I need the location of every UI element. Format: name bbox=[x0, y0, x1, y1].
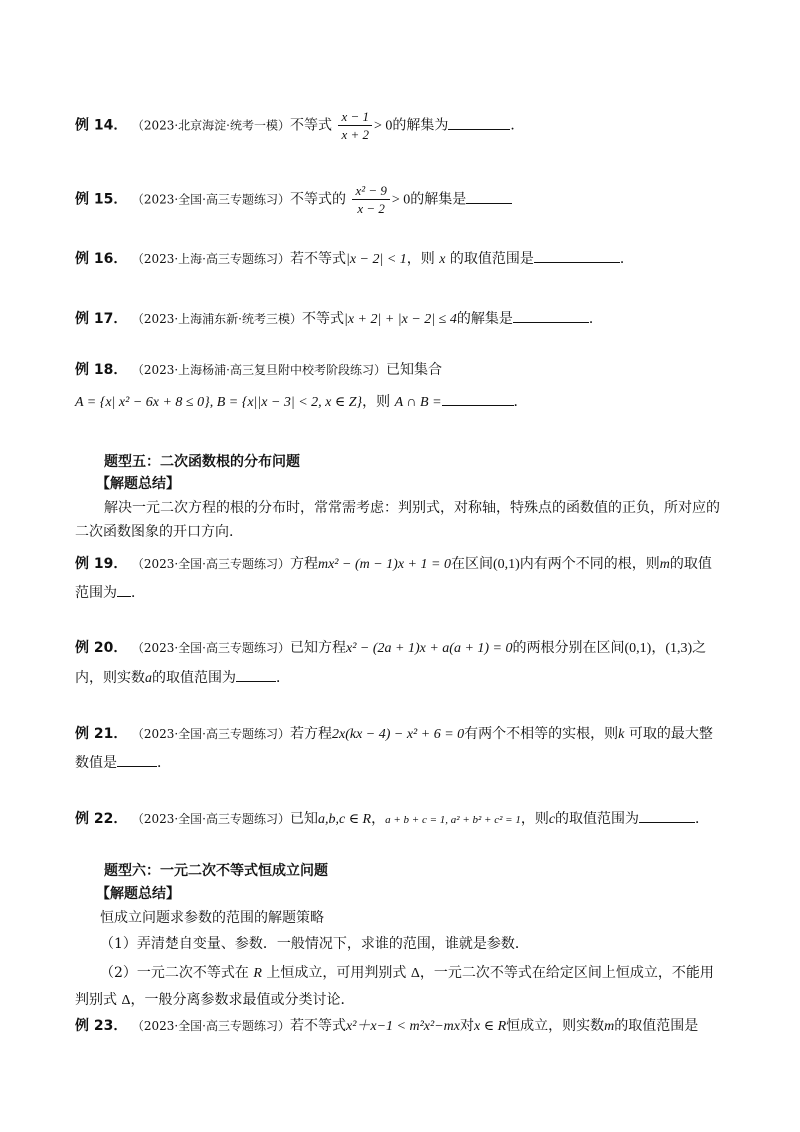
question-text: 不等式 bbox=[289, 117, 332, 134]
variable: c bbox=[548, 812, 556, 827]
example-source: （2023·上海杨浦·高三复旦附中校考阶段练习） bbox=[131, 363, 386, 377]
fraction bbox=[352, 182, 389, 217]
question-text: 之 bbox=[692, 640, 707, 656]
period: ． bbox=[276, 670, 290, 686]
example-label: 例 16． bbox=[75, 251, 128, 267]
math-expression: , B = {x||x − 3| < 2, x ∈ Z} bbox=[209, 395, 363, 410]
section-title: 题型六：一元二次不等式恒成立问题 bbox=[104, 863, 328, 879]
answer-blank[interactable] bbox=[442, 391, 514, 406]
denominator: x − 2 bbox=[357, 201, 385, 216]
example-source: （2023·全国·高三专题练习） bbox=[131, 192, 290, 207]
example-source: （2023·全国·高三专题练习） bbox=[131, 1019, 290, 1033]
example-source: （2023·上海·高三专题练习） bbox=[131, 252, 290, 266]
question-text: 不等式 bbox=[301, 311, 344, 327]
period: ． bbox=[157, 755, 171, 771]
math-expression: 2x(kx − 4) − x² + 6 = 0 bbox=[331, 727, 465, 742]
numerator: x − 1 bbox=[338, 108, 372, 126]
answer-blank[interactable] bbox=[639, 808, 695, 823]
math-expression: a + b + c = 1, a² + b² + c² = 1 bbox=[385, 814, 521, 826]
question-text: 已知 bbox=[289, 811, 318, 827]
example-17 bbox=[75, 308, 735, 330]
math-expression: a,b,c ∈ R bbox=[317, 812, 372, 827]
example-15 bbox=[75, 182, 735, 217]
period: ． bbox=[619, 251, 634, 267]
section-paragraph: 解决一元二次方程的根的分布时，常常需考虑：判别式，对称轴，特殊点的函数值的正负，所对应的 bbox=[104, 500, 720, 516]
example-20 bbox=[75, 638, 735, 659]
example-source: （2023·全国·高三专题练习） bbox=[131, 812, 290, 826]
numerator: x² − 9 bbox=[352, 182, 389, 200]
math-expression: A ∩ B = bbox=[394, 395, 442, 410]
question-text: ，则 bbox=[406, 251, 440, 267]
math-expression: x²＋x−1 < m²x²−mx bbox=[345, 1019, 460, 1034]
question-text: 数值是 bbox=[75, 755, 117, 771]
relation: > 0 bbox=[373, 118, 393, 134]
period: ． bbox=[131, 585, 145, 601]
variable: m bbox=[659, 557, 670, 572]
paragraph-text: 上恒成立，可用判别式 bbox=[261, 965, 411, 981]
example-label: 例 23． bbox=[75, 1018, 128, 1034]
question-text: 的取值范围是 bbox=[614, 1018, 699, 1034]
example-label: 例 19． bbox=[75, 556, 128, 572]
example-19-line-2 bbox=[75, 582, 735, 603]
period: ． bbox=[695, 811, 710, 827]
section-paragraph: 二次函数图象的开口方向. bbox=[75, 524, 234, 540]
delta-symbol: Δ bbox=[121, 993, 131, 1008]
example-label: 例 22． bbox=[75, 811, 128, 827]
example-18-line-2 bbox=[75, 391, 735, 413]
question-text: 的取值范围是 bbox=[445, 251, 534, 267]
question-text: 范围为 bbox=[75, 585, 117, 601]
example-label: 例 21． bbox=[75, 726, 128, 742]
example-14 bbox=[75, 108, 735, 143]
math-expression: A = {x| x² − 6x + 8 ≤ 0} bbox=[75, 395, 210, 410]
question-text: 有两个不相等的实根，则 bbox=[464, 726, 619, 742]
section-summary-heading: 【解题总结】 bbox=[96, 886, 180, 902]
question-text: 已知集合 bbox=[385, 362, 442, 378]
answer-blank[interactable] bbox=[466, 189, 512, 204]
example-21 bbox=[75, 724, 735, 745]
answer-blank[interactable] bbox=[513, 308, 589, 323]
section-paragraph bbox=[75, 990, 735, 1011]
math-expression: |x − 2| < 1 bbox=[345, 252, 407, 267]
question-text: 若方程 bbox=[289, 726, 332, 742]
question-text: 的取值范围为 bbox=[152, 670, 236, 686]
period: ． bbox=[510, 117, 525, 134]
example-label: 例 15． bbox=[75, 191, 128, 208]
question-text: 的取值范围为 bbox=[555, 811, 640, 827]
example-label: 例 20． bbox=[75, 640, 128, 656]
example-21-line-2 bbox=[75, 752, 735, 773]
question-text: 不等式的 bbox=[289, 191, 351, 208]
interval: (0,1) bbox=[624, 641, 652, 656]
example-label: 例 18． bbox=[75, 362, 128, 378]
example-22 bbox=[75, 808, 735, 830]
section-paragraph: （1）弄清楚自变量、参数．一般情况下，求谁的范围，谁就是参数． bbox=[100, 936, 529, 952]
question-text: 若不等式 bbox=[289, 251, 346, 267]
relation: > 0 bbox=[391, 192, 411, 208]
period: ． bbox=[588, 311, 603, 327]
question-text: 的解集是 bbox=[456, 311, 513, 327]
question-text: 的解集是 bbox=[410, 191, 467, 208]
interval: (0,1) bbox=[492, 557, 520, 572]
period: ． bbox=[513, 394, 528, 410]
section-summary-heading: 【解题总结】 bbox=[96, 476, 180, 492]
fraction bbox=[338, 108, 372, 143]
question-text: ，则 bbox=[520, 811, 549, 827]
example-18 bbox=[75, 360, 735, 380]
answer-blank[interactable] bbox=[236, 667, 276, 682]
example-source: （2023·全国·高三专题练习） bbox=[131, 641, 290, 655]
interval: (1,3) bbox=[665, 641, 693, 656]
math-expression: |x + 2| + |x − 2| ≤ 4 bbox=[343, 312, 457, 327]
question-text: 的两根分别在区间 bbox=[512, 640, 625, 656]
example-label: 例 14． bbox=[75, 117, 128, 134]
example-source: （2023·全国·高三专题练习） bbox=[131, 727, 290, 741]
answer-blank[interactable] bbox=[117, 582, 131, 597]
example-19 bbox=[75, 554, 735, 575]
example-source: （2023·北京海淀·统考一模） bbox=[131, 118, 290, 133]
question-text: 可取的最大整 bbox=[624, 726, 713, 742]
question-text: 对 bbox=[460, 1018, 474, 1034]
question-text: ，则 bbox=[362, 394, 395, 410]
math-expression: mx² − (m − 1)x + 1 = 0 bbox=[317, 557, 451, 572]
variable: x bbox=[439, 252, 446, 267]
variable: k bbox=[618, 727, 625, 742]
example-source: （2023·上海浦东新·统考三模） bbox=[131, 312, 302, 326]
section-title: 题型五：二次函数根的分布问题 bbox=[104, 454, 300, 470]
question-text: 已知方程 bbox=[289, 640, 346, 656]
paragraph-text: ，一般分离参数求最值或分类讨论． bbox=[130, 992, 355, 1008]
variable: m bbox=[604, 1019, 615, 1034]
section-paragraph bbox=[100, 963, 760, 984]
paragraph-text: 判别式 bbox=[75, 992, 122, 1008]
answer-blank[interactable] bbox=[448, 115, 510, 130]
denominator: x + 2 bbox=[341, 127, 369, 142]
question-text: 的解集为 bbox=[392, 117, 449, 134]
variable: a bbox=[145, 671, 152, 686]
answer-blank[interactable] bbox=[534, 248, 620, 263]
example-20-line-2 bbox=[75, 667, 735, 689]
paragraph-text: ，一元二次不等式在给定区间上恒成立，不能用 bbox=[419, 965, 714, 981]
answer-blank[interactable] bbox=[117, 752, 157, 767]
paragraph-text: （2）一元二次不等式在 bbox=[100, 965, 254, 981]
example-label: 例 17． bbox=[75, 311, 128, 327]
question-text: 的取值 bbox=[669, 556, 712, 572]
example-16 bbox=[75, 248, 735, 270]
question-text: 方程 bbox=[289, 556, 318, 572]
delta-symbol: Δ bbox=[410, 966, 420, 981]
example-23 bbox=[75, 1016, 735, 1037]
question-text: ， bbox=[371, 811, 386, 827]
question-text: 恒成立，则实数 bbox=[506, 1018, 605, 1034]
math-expression: x² − (2a + 1)x + a(a + 1) = 0 bbox=[345, 641, 513, 656]
question-text: 内有两个不同的根，则 bbox=[519, 556, 660, 572]
example-source: （2023·全国·高三专题练习） bbox=[131, 557, 290, 571]
question-text: 在区间 bbox=[450, 556, 493, 572]
variable: R bbox=[253, 966, 262, 981]
section-paragraph: 恒成立问题求参数的范围的解题策略 bbox=[100, 910, 324, 926]
math-expression: x ∈ R bbox=[474, 1019, 507, 1034]
question-text: 若不等式 bbox=[289, 1018, 346, 1034]
question-text: 内，则实数 bbox=[75, 670, 145, 686]
separator: ， bbox=[651, 640, 666, 656]
